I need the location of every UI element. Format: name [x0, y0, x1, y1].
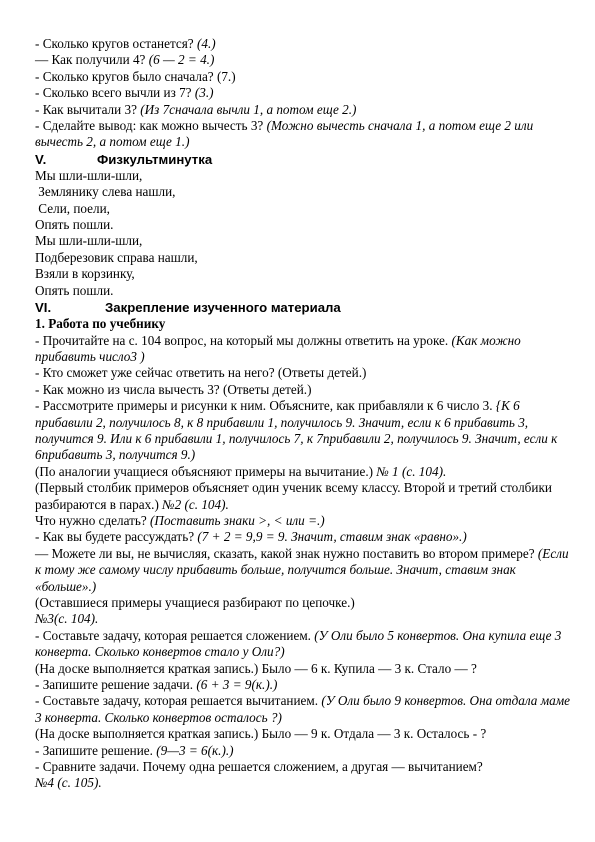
- subsection-title: 1. Работа по учебнику: [35, 316, 166, 332]
- paragraph: - Прочитайте на с. 104 вопрос, на который мы должны ответить на уроке. (Как можно прибавить число3 ): [35, 332, 521, 364]
- section-heading-5: V. Физкультминутка: [35, 151, 213, 167]
- poem-line: Мы шли-шли-шли,: [35, 167, 143, 183]
- document-page: [35, 36, 570, 792]
- section-heading-6: VI. Закрепление изученного материала: [35, 300, 341, 316]
- question-line: — Как получили 4? (6 — 2 = 4.): [35, 52, 215, 68]
- paragraph: - Рассмотрите примеры и рисунки к ним. Объясните, как прибавляли к 6 число 3. {К 6 прибавили 2, получилось 8, к 8 прибавили 1, получилось 9. Значит, если к 6 прибавить 3, получится 9. Или к 6 прибавили 1, получилось 7, к 7прибавили 2, получилось 9. Значит, если к 6прибавить 3, получится 9.): [35, 398, 558, 463]
- exercise-number: №3(с. 104).: [35, 611, 99, 627]
- poem-line: Землянику слева нашли,: [35, 184, 176, 200]
- paragraph: — Можете ли вы, не вычисляя, сказать, какой знак нужно поставить во втором примере? (Если к тому же самому числу прибавить больше, получится больше. Значит, ставим знак «больше».): [35, 545, 569, 594]
- paragraph: - Составьте задачу, которая решается сложением. (У Оли было 5 конвертов. Она купила еще 3 конверта. Сколько конвертов стало у Оли?): [35, 627, 562, 660]
- poem-line: Подберезовик справа нашли,: [35, 249, 198, 265]
- paragraph: (Оставшиеся примеры учащиеся разбирают по цепочке.): [35, 595, 355, 610]
- poem-line: Мы шли-шли-шли,: [35, 233, 143, 249]
- question-line: - Сколько кругов было сначала? (7.): [35, 68, 236, 84]
- paragraph: (По аналогии учащиеся объясняют примеры на вычитание.) № 1 (с. 104).: [35, 463, 447, 479]
- paragraph: (На доске выполняется краткая запись.) Было — 9 к. Отдала — 3 к. Осталось - ?: [35, 726, 487, 742]
- paragraph: - Составьте задачу, которая решается вычитанием. (У Оли было 9 конвертов. Она отдала маме 3 конверта. Сколько конвертов осталось ?): [35, 693, 570, 725]
- poem-line: Опять пошли.: [35, 282, 114, 298]
- paragraph: (Первый столбик примеров объясняет один ученик всему классу. Второй и третий столбики разбираются в парах.) №2 (с. 104).: [35, 480, 552, 512]
- paragraph: - Запишите решение. (9—3 = 6(к.).): [35, 742, 234, 758]
- paragraph: - Запишите решение задачи. (6 + 3 = 9(к.).): [35, 677, 278, 693]
- poem-line: Опять пошли.: [35, 217, 114, 233]
- question-line: - Сколько всего вычли из 7? (3.): [35, 85, 214, 101]
- question-line: - Как вычитали 3? (Из 7сначала вычли 1, а потом еще 2.): [35, 101, 357, 117]
- poem-line: Сели, поели,: [35, 200, 110, 216]
- paragraph: Что нужно сделать? (Поставить знаки >, < или =.): [35, 512, 325, 528]
- paragraph: - Как вы будете рассуждать? (7 + 2 = 9,9 = 9. Значит, ставим знак «равно».): [35, 529, 467, 545]
- paragraph: - Сравните задачи. Почему одна решается сложением, а другая — вычитанием?: [35, 759, 483, 775]
- poem-line: Взяли в корзинку,: [35, 266, 135, 282]
- paragraph: - Кто сможет уже сейчас ответить на него? (Ответы детей.): [35, 365, 367, 381]
- poem: [35, 168, 570, 299]
- paragraph: (На доске выполняется краткая запись.) Было — 6 к. Купила — 3 к. Стало — ?: [35, 660, 477, 676]
- question-line: - Сколько кругов останется? (4.): [35, 36, 216, 51]
- conclusion-paragraph: - Сделайте вывод: как можно вычесть 3? (Можно вычесть сначала 1, а потом еще 2 или вычесть 2, а потом еще 1.): [35, 118, 534, 150]
- exercise-number: №4 (с. 105).: [35, 775, 102, 791]
- paragraph: - Как можно из числа вычесть 3? (Ответы детей.): [35, 381, 312, 397]
